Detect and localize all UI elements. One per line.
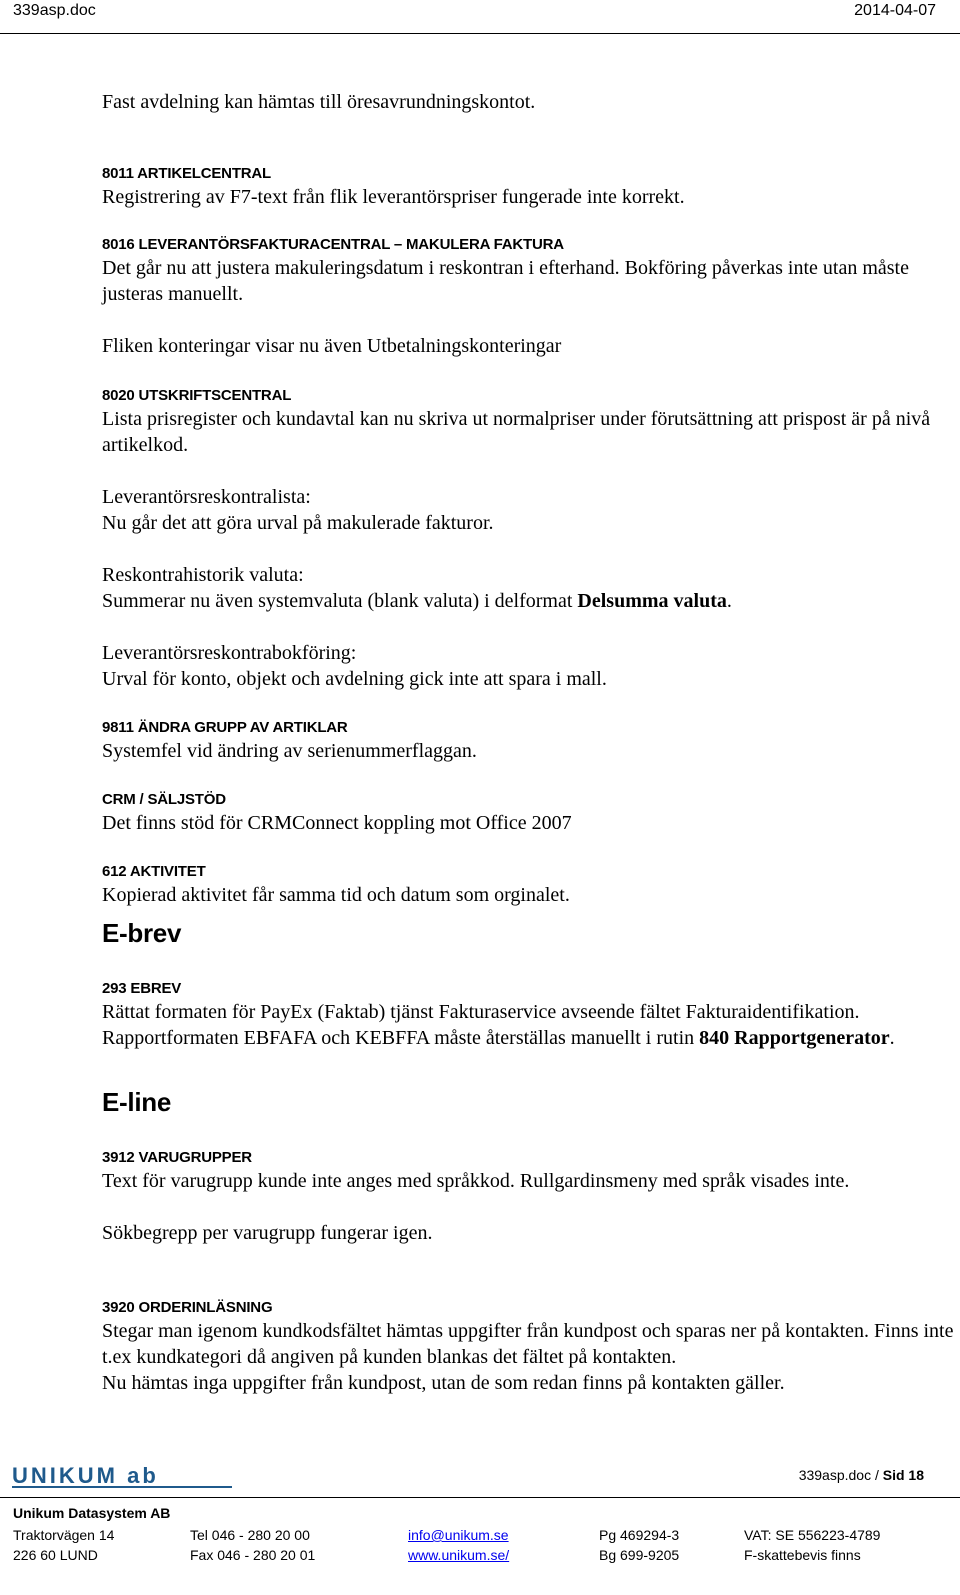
section-612	[102, 862, 957, 908]
paragraph: Stegar man igenom kundkodsfältet hämtas uppgifter från kundpost och sparas ner på kontakten. Finns inte t.ex kundkategori då angiven på kunden blankas det fältet på kontakten.	[102, 1320, 954, 1368]
paragraph: Nu går det att göra urval på makulerade fakturor.	[102, 512, 494, 534]
footer-contact	[408, 1525, 509, 1565]
page-doc-name: 339asp.doc /	[798, 1467, 883, 1483]
paragraph-text: .	[889, 1027, 895, 1049]
chapter-eline	[102, 1086, 957, 1118]
section-3920	[102, 1298, 957, 1396]
email-link[interactable]: info@unikum.se	[408, 1527, 509, 1543]
section-heading: 612 AKTIVITET	[102, 863, 206, 880]
paragraph-text: .	[726, 590, 732, 612]
paragraph: Fliken konteringar visar nu även Utbetalningskonteringar	[102, 335, 562, 357]
fax-number: Fax 046 - 280 20 01	[190, 1547, 316, 1563]
chapter-ebrev	[102, 917, 957, 949]
paragraph: Urval för konto, objekt och avdelning gick inte att spara i mall.	[102, 668, 607, 690]
section-heading: 293 EBREV	[102, 980, 182, 997]
section-3912	[102, 1148, 957, 1246]
footer-tax	[744, 1525, 880, 1565]
section-heading: 9811 ÄNDRA GRUPP AV ARTIKLAR	[102, 719, 348, 736]
paragraph: Registrering av F7-text från flik leverantörspriser fungerade inte korrekt.	[102, 186, 685, 208]
page-footer	[0, 1455, 960, 1595]
footer-address	[13, 1525, 114, 1565]
section-9811	[102, 718, 957, 764]
section-intro	[102, 89, 957, 115]
footer-giro	[599, 1525, 679, 1565]
paragraph: Kopierad aktivitet får samma tid och datum som orginalet.	[102, 884, 570, 906]
address-line: Traktorvägen 14	[13, 1527, 115, 1543]
emphasis-text: 840 Rapportgenerator	[699, 1027, 890, 1049]
paragraph: Systemfel vid ändring av serienummerflaggan.	[102, 740, 477, 762]
paragraph-text: Summerar nu även systemvaluta (blank valuta) i delformat	[102, 590, 578, 612]
paragraph: Fast avdelning kan hämtas till öresavrundningskontot.	[102, 91, 536, 113]
chapter-title: E-line	[102, 1087, 171, 1117]
section-heading: CRM / SÄLJSTÖD	[102, 791, 226, 808]
unikum-logo	[12, 1465, 232, 1496]
section-crm	[102, 790, 957, 836]
paragraph-label: Leverantörsreskontralista:	[102, 486, 311, 508]
page-header	[0, 0, 960, 38]
chapter-title: E-brev	[102, 918, 182, 948]
f-tax-note: F-skattebevis finns	[744, 1547, 861, 1563]
section-heading: 8020 UTSKRIFTSCENTRAL	[102, 387, 292, 404]
section-heading: 3912 VARUGRUPPER	[102, 1149, 252, 1166]
header-doc-name: 339asp.doc	[13, 2, 96, 19]
section-8020	[102, 386, 957, 692]
header-date: 2014-04-07	[854, 2, 936, 19]
paragraph: Lista prisregister och kundavtal kan nu skriva ut normalpriser under förutsättning att prispost är på nivå artikelkod.	[102, 408, 931, 456]
logo-text: UNIKUM ab	[12, 1465, 159, 1488]
section-heading: 3920 ORDERINLÄSNING	[102, 1299, 273, 1316]
footer-phone	[190, 1525, 315, 1565]
paragraph: Det går nu att justera makuleringsdatum i reskontran i efterhand. Bokföring påverkas inte utan måste justeras manuellt.	[102, 257, 909, 305]
section-8011	[102, 164, 957, 210]
paragraph-label: Leverantörsreskontrabokföring:	[102, 642, 357, 664]
section-293	[102, 979, 957, 1051]
phone-number: Tel 046 - 280 20 00	[190, 1527, 310, 1543]
website-link[interactable]: www.unikum.se/	[408, 1547, 510, 1563]
paragraph: Nu hämtas inga uppgifter från kundpost, utan de som redan finns på kontakten gäller.	[102, 1372, 785, 1394]
section-heading: 8016 LEVERANTÖRSFAKTURACENTRAL – MAKULERA FAKTURA	[102, 236, 564, 253]
paragraph: Det finns stöd för CRMConnect koppling mot Office 2007	[102, 812, 572, 834]
paragraph: Sökbegrepp per varugrupp fungerar igen.	[102, 1222, 433, 1244]
header-rule	[0, 33, 960, 34]
footer-rule	[0, 1497, 960, 1498]
section-8016	[102, 235, 957, 359]
emphasis-text: Delsumma valuta	[577, 590, 727, 612]
vat-number: VAT: SE 556223-4789	[744, 1527, 881, 1543]
paragraph	[102, 588, 957, 614]
page-number	[799, 1467, 924, 1483]
paragraph-label: Reskontrahistorik valuta:	[102, 564, 304, 586]
unikum-logo-graphic	[12, 1465, 232, 1491]
paragraph-text: Rättat formaten för PayEx (Faktab) tjänst Fakturaservice avseende fältet Fakturaidentifikation. Rapportformaten EBFAFA och KEBFFA måste återställas manuellt i rutin	[102, 1001, 860, 1049]
page-label: Sid 18	[882, 1467, 924, 1483]
paragraph	[102, 999, 957, 1051]
paragraph: Text för varugrupp kunde inte anges med språkkod. Rullgardinsmeny med språk visades inte.	[102, 1170, 850, 1192]
company-name: Unikum Datasystem AB	[13, 1505, 171, 1521]
plusgiro: Pg 469294-3	[599, 1527, 680, 1543]
address-line: 226 60 LUND	[13, 1547, 98, 1563]
section-heading: 8011 ARTIKELCENTRAL	[102, 165, 272, 182]
bankgiro: Bg 699-9205	[599, 1547, 680, 1563]
